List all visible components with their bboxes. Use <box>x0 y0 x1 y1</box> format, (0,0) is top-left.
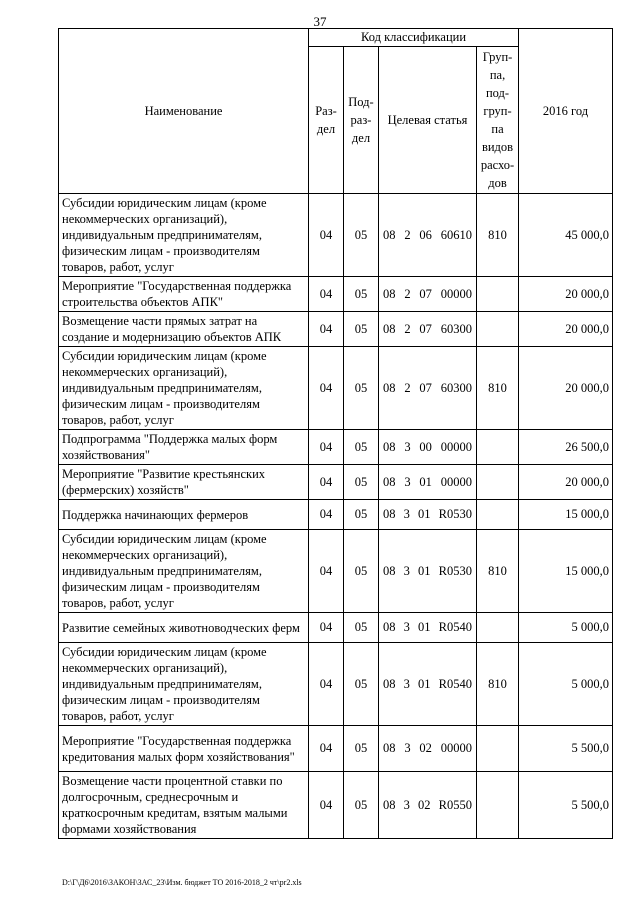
row-group: 810 <box>477 194 519 277</box>
row-subsection: 05 <box>344 312 379 347</box>
table-row <box>59 430 613 465</box>
table-row <box>59 277 613 312</box>
table-row <box>59 500 613 530</box>
target-event: 07 <box>419 321 432 336</box>
row-subsection: 05 <box>344 430 379 465</box>
row-group <box>477 613 519 643</box>
table-row <box>59 530 613 613</box>
row-amount: 5 000,0 <box>519 643 613 726</box>
header-section: Раз- дел <box>309 47 344 194</box>
row-group <box>477 726 519 772</box>
row-name: Субсидии юридическим лицам (кроме некоммерческих организаций), индивидуальным предпринимателям, физическим лицам - производителям товаров, работ, услуг <box>59 194 309 277</box>
row-group <box>477 277 519 312</box>
target-program: 08 <box>383 474 396 489</box>
target-program: 08 <box>383 741 396 755</box>
target-event: 07 <box>419 286 432 301</box>
row-name: Мероприятие "Государственная поддержка кредитования малых форм хозяйствования" <box>59 726 309 772</box>
table-header <box>59 29 613 194</box>
target-program: 08 <box>383 797 396 812</box>
row-target <box>379 194 477 277</box>
target-program: 08 <box>383 321 396 336</box>
target-subprogram: 3 <box>403 507 410 521</box>
target-event: 01 <box>419 474 432 489</box>
target-direction: 00000 <box>440 474 472 489</box>
row-target <box>379 726 477 772</box>
row-section: 04 <box>309 277 344 312</box>
target-subprogram: 3 <box>404 439 411 454</box>
row-subsection: 05 <box>344 277 379 312</box>
row-target <box>379 430 477 465</box>
row-subsection: 05 <box>344 465 379 500</box>
row-name: Возмещение части прямых затрат на создание и модернизацию объектов АПК <box>59 312 309 347</box>
target-event: 02 <box>419 741 432 755</box>
target-event: 01 <box>418 620 431 634</box>
header-name: Наименование <box>59 29 309 194</box>
target-program: 08 <box>383 227 396 242</box>
row-section: 04 <box>309 312 344 347</box>
row-section: 04 <box>309 772 344 839</box>
target-direction: R0540 <box>438 620 472 634</box>
table-body <box>59 194 613 839</box>
target-event: 00 <box>419 439 432 454</box>
row-group: 810 <box>477 530 519 613</box>
footer-file-path: D:\Г\Д6\2016\ЗАКОН\ЗАС_23\Изм. бюджет ТО 2016-2018_2 чт\pr2.xls <box>62 878 302 887</box>
header-year: 2016 год <box>519 29 613 194</box>
target-direction: 00000 <box>440 439 472 454</box>
row-name: Подпрограмма "Поддержка малых форм хозяйствования" <box>59 430 309 465</box>
target-event: 07 <box>419 380 432 395</box>
row-target <box>379 312 477 347</box>
row-target <box>379 772 477 839</box>
row-target <box>379 643 477 726</box>
row-subsection: 05 <box>344 726 379 772</box>
target-subprogram: 3 <box>404 474 411 489</box>
row-section: 04 <box>309 430 344 465</box>
row-amount: 20 000,0 <box>519 347 613 430</box>
target-direction: 00000 <box>440 741 472 755</box>
row-name: Развитие семейных животноводческих ферм <box>59 613 309 643</box>
row-subsection: 05 <box>344 772 379 839</box>
row-amount: 15 000,0 <box>519 530 613 613</box>
target-direction: R0530 <box>438 507 472 521</box>
target-subprogram: 2 <box>404 380 411 395</box>
table-row <box>59 726 613 772</box>
row-section: 04 <box>309 613 344 643</box>
target-program: 08 <box>383 507 396 521</box>
row-name: Субсидии юридическим лицам (кроме некоммерческих организаций), индивидуальным предпринимателям, физическим лицам - производителям товаров, работ, услуг <box>59 643 309 726</box>
row-group <box>477 500 519 530</box>
row-target <box>379 465 477 500</box>
target-direction: 00000 <box>440 286 472 301</box>
row-subsection: 05 <box>344 530 379 613</box>
table-row <box>59 312 613 347</box>
table-row <box>59 465 613 500</box>
row-target <box>379 277 477 312</box>
row-amount: 45 000,0 <box>519 194 613 277</box>
row-section: 04 <box>309 347 344 430</box>
target-program: 08 <box>383 676 396 691</box>
row-group: 810 <box>477 643 519 726</box>
row-target <box>379 500 477 530</box>
row-name: Поддержка начинающих фермеров <box>59 500 309 530</box>
target-program: 08 <box>383 563 396 578</box>
target-direction: 60300 <box>440 380 472 395</box>
target-event: 01 <box>418 676 431 691</box>
target-program: 08 <box>383 439 396 454</box>
row-group: 810 <box>477 347 519 430</box>
target-event: 01 <box>418 507 431 521</box>
table-row <box>59 613 613 643</box>
target-subprogram: 3 <box>403 676 410 691</box>
row-target <box>379 613 477 643</box>
row-section: 04 <box>309 530 344 613</box>
table-row <box>59 643 613 726</box>
target-event: 06 <box>419 227 432 242</box>
target-event: 01 <box>418 563 431 578</box>
target-direction: R0530 <box>438 563 472 578</box>
row-amount: 20 000,0 <box>519 312 613 347</box>
row-name: Возмещение части процентной ставки по долгосрочным, среднесрочным и краткосрочным кредитам, взятым малыми формами хозяйствования <box>59 772 309 839</box>
row-section: 04 <box>309 726 344 772</box>
row-target <box>379 347 477 430</box>
row-subsection: 05 <box>344 643 379 726</box>
row-group <box>477 465 519 500</box>
row-subsection: 05 <box>344 347 379 430</box>
row-group <box>477 772 519 839</box>
row-group <box>477 430 519 465</box>
row-name: Мероприятие "Развитие крестьянских (фермерских) хозяйств" <box>59 465 309 500</box>
target-subprogram: 3 <box>403 563 410 578</box>
row-subsection: 05 <box>344 500 379 530</box>
row-amount: 5 500,0 <box>519 726 613 772</box>
header-group: Груп- па, под- груп- па видов расхо- дов <box>477 47 519 194</box>
target-program: 08 <box>383 620 396 634</box>
row-subsection: 05 <box>344 613 379 643</box>
target-direction: 60610 <box>440 227 472 242</box>
header-target: Целевая статья <box>379 47 477 194</box>
row-section: 04 <box>309 194 344 277</box>
target-subprogram: 2 <box>404 286 411 301</box>
header-subsection: Под- раз- дел <box>344 47 379 194</box>
table-row <box>59 347 613 430</box>
row-amount: 5 000,0 <box>519 613 613 643</box>
row-name: Субсидии юридическим лицам (кроме некоммерческих организаций), индивидуальным предпринимателям, физическим лицам - производителям товаров, работ, услуг <box>59 347 309 430</box>
row-group <box>477 312 519 347</box>
target-program: 08 <box>383 380 396 395</box>
row-amount: 26 500,0 <box>519 430 613 465</box>
table-row <box>59 194 613 277</box>
target-subprogram: 2 <box>404 227 411 242</box>
target-subprogram: 3 <box>403 620 410 634</box>
target-subprogram: 3 <box>403 797 410 812</box>
row-subsection: 05 <box>344 194 379 277</box>
target-direction: R0550 <box>438 797 472 812</box>
row-target <box>379 530 477 613</box>
page-number: 37 <box>313 14 327 29</box>
target-program: 08 <box>383 286 396 301</box>
target-event: 02 <box>418 797 431 812</box>
row-name: Мероприятие "Государственная поддержка строительства объектов АПК" <box>59 277 309 312</box>
budget-table <box>58 28 613 839</box>
target-subprogram: 2 <box>404 321 411 336</box>
table-row <box>59 772 613 839</box>
row-section: 04 <box>309 500 344 530</box>
row-section: 04 <box>309 643 344 726</box>
row-amount: 15 000,0 <box>519 500 613 530</box>
header-classification: Код классификации <box>309 29 519 47</box>
target-subprogram: 3 <box>404 741 411 755</box>
target-direction: R0540 <box>438 676 472 691</box>
row-name: Субсидии юридическим лицам (кроме некоммерческих организаций), индивидуальным предпринимателям, физическим лицам - производителям товаров, работ, услуг <box>59 530 309 613</box>
row-amount: 20 000,0 <box>519 277 613 312</box>
row-amount: 5 500,0 <box>519 772 613 839</box>
row-section: 04 <box>309 465 344 500</box>
target-direction: 60300 <box>440 321 472 336</box>
row-amount: 20 000,0 <box>519 465 613 500</box>
